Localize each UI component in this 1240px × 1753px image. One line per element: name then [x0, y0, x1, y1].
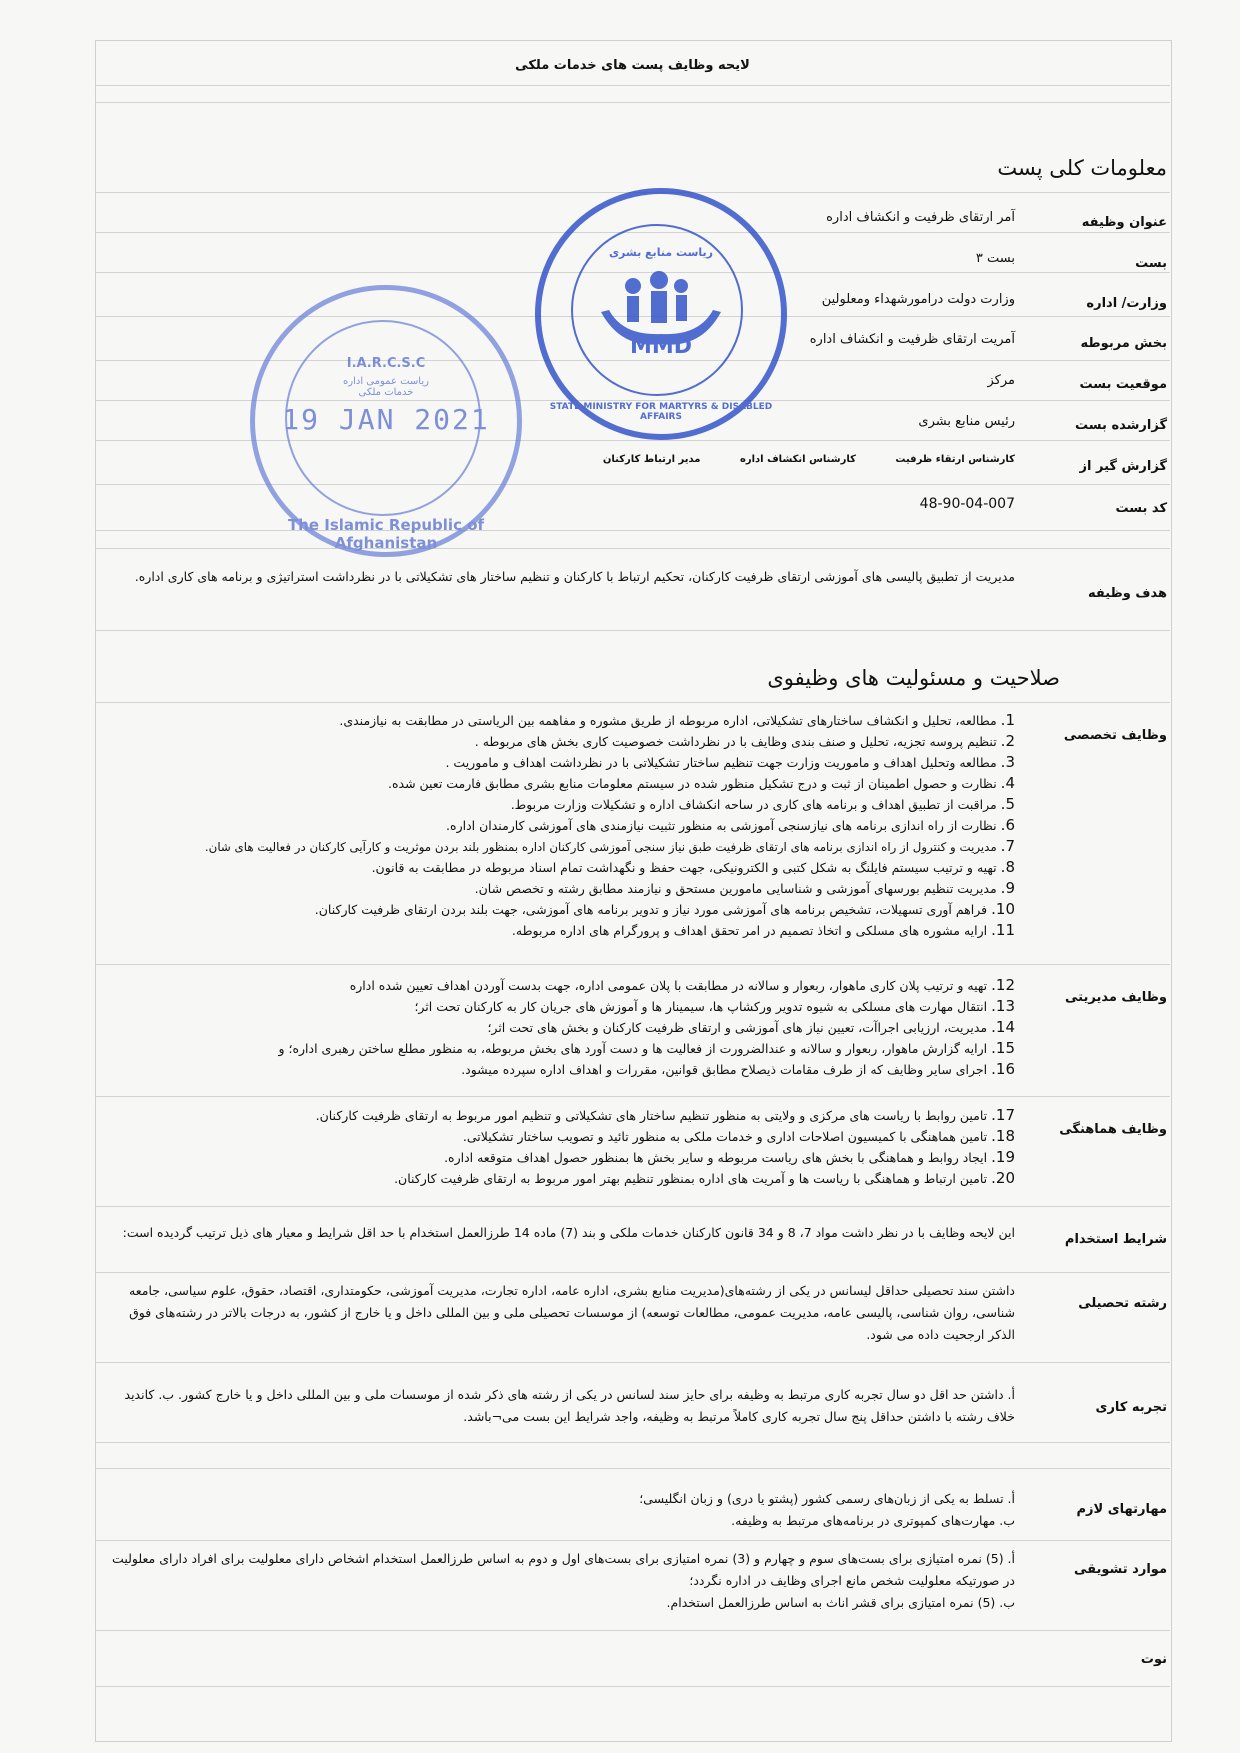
divider [95, 1362, 1170, 1363]
divider [95, 484, 1170, 485]
list-item: 19.ایجاد روابط و هماهنگی با بخش های ریاست مربوطه و سایر بخش ها بمنظور حصول اهداف متوقعه اداره. [444, 1148, 1015, 1166]
divider [95, 630, 1170, 631]
divider [95, 1540, 1170, 1541]
ministry-label: وزارت/ اداره [1086, 296, 1167, 311]
responsibilities-heading: صلاحیت و مسئولیت های وظیفوی [767, 666, 1060, 690]
list-item: 5.مراقبت از تطبیق اهداف و برنامه های کاری در ساحه انکشاف اداره و تشکیلات وزارت مربوط. [510, 795, 1015, 813]
list-item: 12.تهیه و ترتیب پلان کاری ماهوار، ربعوار و سالانه در مطابقت با پلان عمومی اداره، جهت بدست آوردن اهداف تعیین شده اداره [349, 976, 1015, 994]
list-item: 10.فراهم آوری تسهیلات، تشخیص برنامه های آموزشی مورد نیاز و تدویر برنامه های آموزشی، جهت بلند بردن ارتقای ظرفیت کارکنان. [314, 900, 1015, 918]
report-receiver: کارشناس انکشاف اداره [739, 454, 856, 465]
coordination-duties-list [95, 1105, 1015, 1189]
reports-to-value: رئیس منابع بشری [918, 414, 1015, 429]
ministry-seal [535, 188, 787, 440]
divider [95, 102, 1170, 103]
list-item: 14.مدیریت، ارزیابی اجراآت، تعیین نیاز های آموزشی و ارتقای ظرفیت کارکنان و بخش های تحت اثر؛ [487, 1018, 1015, 1036]
seal-heading: ریاست منابع بشری [608, 246, 714, 259]
specialized-duties-label: وظایف تخصصی [1063, 728, 1167, 743]
post-code-value: 48-90-04-007 [919, 496, 1015, 512]
job-title-value: آمر ارتقای ظرفیت و انکشاف اداره [826, 210, 1015, 225]
location-value: مرکز [987, 373, 1015, 388]
report-receiver: کارشناس ارتقاء ظرفیت [895, 454, 1015, 465]
list-item: 3.مطالعه وتحلیل اهداف و ماموریت وزارت جهت تنظیم ساختار تشکیلاتی با در نظرداشت اهداف و ماموریت . [445, 753, 1015, 771]
skill-line: ب. مهارت‌های کمپوتری در برنامه‌های مرتبط به وظیفه. [731, 1513, 1015, 1528]
document-title: لایحه وظایف پست های خدمات ملکی [515, 58, 750, 73]
list-item: 13.انتقال مهارت های مسلکی به شیوه تدویر ورکشاپ ها، سیمینار ها و آموزش های جریان کار به کارکنان تحت اثر؛ [414, 997, 1015, 1015]
department-value: آمریت ارتقای ظرفیت و انکشاف اداره [809, 332, 1015, 347]
objective-text: مدیریت از تطبیق پالیسی های آموزشی ارتقای ظرفیت کارکنان، تحکیم ارتباط با کارکنان و تنظیم ساختار های تشکیلاتی با در نظرداشت استراتیژی و برنامه های کاری اداره. [134, 569, 1015, 584]
list-item: 7.مدیریت و کنترول از راه اندازی برنامه های ارتقای ظرفیت طبق نیاز سنجی آموزشی کارکنان اداره بمنظور بلند بردن موثریت و کارآیی کارکنان در فعالیت های شان. [204, 837, 1015, 855]
seal-logo-text: MMD [629, 334, 693, 359]
hands-family-icon [541, 194, 781, 434]
divider [95, 1468, 1170, 1469]
divider [95, 1272, 1170, 1273]
specialized-duties-list [95, 710, 1015, 941]
list-item: 2.تنظیم پروسه تجزیه، تحلیل و صنف بندی وظایف با در نظرداشت خصوصیت کاری بخش های مربوطه . [474, 732, 1015, 750]
skills-label: مهارتهای لازم [1076, 1502, 1167, 1517]
ministry-value: وزارت دولت درامورشهداء ومعلولین [821, 292, 1015, 307]
list-item: 8.تهیه و ترتیب سیستم فایلنگ به شکل کتبی و الکترونیکی، جهت حفظ و نگهداشت تمام اسناد مربوطه در مطابقت به قانون. [371, 858, 1015, 876]
location-label: موقعیت بست [1079, 377, 1167, 392]
objective-label: هدف وظیفه [1087, 586, 1167, 601]
education-label: رشته تحصیلی [1078, 1296, 1167, 1311]
note-label: نوت [1140, 1652, 1167, 1667]
report-receivers [567, 454, 1015, 465]
divider [95, 964, 1170, 965]
divider [95, 1206, 1170, 1207]
divider [95, 1686, 1170, 1687]
seal-outer-text: STATE MINISTRY FOR MARTYRS & DISABLED AFFAIRS [549, 402, 773, 422]
list-item: 6.نظارت از راه اندازی برنامه های نیازسنجی آموزشی به منظور تثبیت نیازمندی های آموزشی کارمندان اداره. [446, 816, 1015, 834]
list-item: 20.تامین ارتباط و هماهنگی با ریاست ها و آمریت های اداره بمنظور تنظیم بهتر امور مربوط به ارتقای ظرفیت کارکنان. [394, 1169, 1015, 1187]
list-item: 11.ارایه مشوره های مسلکی و اتخاذ تصمیم در امر تحقق اهداف و پرورگرام های اداره مربوطه. [511, 921, 1015, 939]
stamp-code: I.A.R.C.S.C [346, 356, 426, 371]
stamp-outer-text: The Islamic Republic of Afghanistan [287, 516, 485, 552]
list-item: 15.ارایه گزارش ماهوار، ربعوار و سالانه و عندالضرورت از فعالیت ها و دست آورد های بخش مربوطه، به منظور مطلع ساختن رهبری اداره؛ و [278, 1039, 1015, 1057]
department-label: بخش مربوطه [1080, 336, 1167, 351]
post-code-label: کد بست [1115, 501, 1167, 516]
report-receiver: مدیر ارتباط کارکنان [602, 454, 701, 465]
managerial-duties-label: وظایف مدیریتی [1065, 990, 1167, 1005]
list-item: 1.مطالعه، تحلیل و انکشاف ساختارهای تشکیلاتی، اداره مربوطه از طریق مشوره و مفاهمه بین الریاستی در مطابقت به نیازمندی. [339, 711, 1015, 729]
job-title-label: عنوان وظیفه [1081, 215, 1167, 230]
incentives-label: موارد تشویقی [1074, 1562, 1167, 1577]
list-item: 4.نظارت و حصول اطمینان از ثبت و درج تشکیل منظور شده در سیستم معلومات منابع بشری مطابق فارمت تعین شده. [387, 774, 1015, 792]
employment-conditions-text: این لایحه وظایف با در نظر داشت مواد 7، 8 و 34 قانون کارکنان خدمات ملکی و بند (7) ماده 14 طرزالعمل استخدام با حد اقل شرایط و معیار های ذیل ترتیب گردیده است: [122, 1225, 1015, 1240]
divider [95, 1630, 1170, 1631]
incentive-line: أ. (5) نمره امتیازی برای بست‌های سوم و چهارم و (3) نمره امتیازی برای بست‌های اول و دوم به اساس طرزالعمل استخدام اشخاص دارای معلولیت برای افراد دارای معلولیت در صورتیکه معلولیت شخص مانع اجرای وظایف در اداره نگردد؛ [112, 1551, 1015, 1588]
list-item: 9.مدیریت تنظیم بورسهای آموزشی و شناسایی مامورین مستحق و نیازمند مطابق رشته و تخصص شان. [474, 879, 1015, 897]
divider [95, 1096, 1170, 1097]
divider [95, 85, 1170, 86]
experience-text: أ. داشتن حد اقل دو سال تجربه کاری مرتبط به وظیفه برای حایز سند لسانس در یکی از رشته های ذکر شده از موسسات ملی و بین المللی داخل و یا خارج کشور. ب. کاندید خلاف رشته با داشتن حداقل پنج سال تجربه کاری کاملاً مرتبط به وظیفه، واجد شرایط این بست می¬باشد. [124, 1387, 1015, 1424]
stamp-subtitle: ریاست عمومی اداره خدمات ملکی [343, 376, 429, 398]
list-item: 16.اجرای سایر وظایف که از طرف مقامات ذیصلاح مطابق قوانین، مقررات و اهداف اداره سپرده میشود. [461, 1060, 1015, 1078]
education-text: داشتن سند تحصیلی حداقل لیسانس در یکی از رشته‌های(مدیریت منابع بشری، اداره عامه، اداره تجارت، مدیریت آموزشی، حکومتداری، اقتصاد، حقوق، علوم سیاسی، جامعه شناسی، روان شناسی، پالیسی عامه، مدیریت عمومی، مطالعات توسعه) از موسسات تحصیلی ملی و بین المللی داخل و یا خارج از کشور، به درجات بالاتر در رشته‌های فوق الذکر ارجحیت داده می شود. [129, 1283, 1015, 1342]
divider [95, 1442, 1170, 1443]
list-item: 18.تامین هماهنگی با کمیسیون اصلاحات اداری و خدمات ملکی به منظور تائید و تصویب ساختار تشکیلاتی. [462, 1127, 1015, 1145]
employment-conditions-label: شرایط استخدام [1064, 1232, 1167, 1247]
grade-label: بست [1135, 256, 1167, 271]
grade-value: بست ۳ [975, 251, 1015, 266]
incentives-text [105, 1548, 1015, 1614]
coordination-duties-label: وظایف هماهنگی [1059, 1122, 1167, 1137]
reports-to-label: گزارشده بست [1075, 418, 1167, 433]
stamp-date: 19 JAN 2021 [282, 403, 490, 436]
general-info-heading: معلومات کلی پست [997, 156, 1167, 180]
experience-label: تجربه کاری [1095, 1400, 1167, 1415]
skill-line: أ. تسلط به یکی از زبان‌های رسمی کشور (پشتو یا دری) و زبان انگلیسی؛ [639, 1491, 1015, 1506]
managerial-duties-list [95, 975, 1015, 1080]
divider [95, 702, 1170, 703]
supervises-label: گزارش گیر از [1079, 459, 1167, 474]
date-stamp [250, 285, 522, 557]
skills-text [115, 1488, 1015, 1532]
list-item: 17.تامین روابط با ریاست های مرکزی و ولایتی به منظور تنظیم ساختار های تشکیلاتی و تنظیم امور مربوط به ارتقای ظرفیت کارکنان. [315, 1106, 1015, 1124]
incentive-line: ب. (5) نمره امتیازی برای قشر اناث به اساس طرزالعمل استخدام. [666, 1595, 1015, 1610]
